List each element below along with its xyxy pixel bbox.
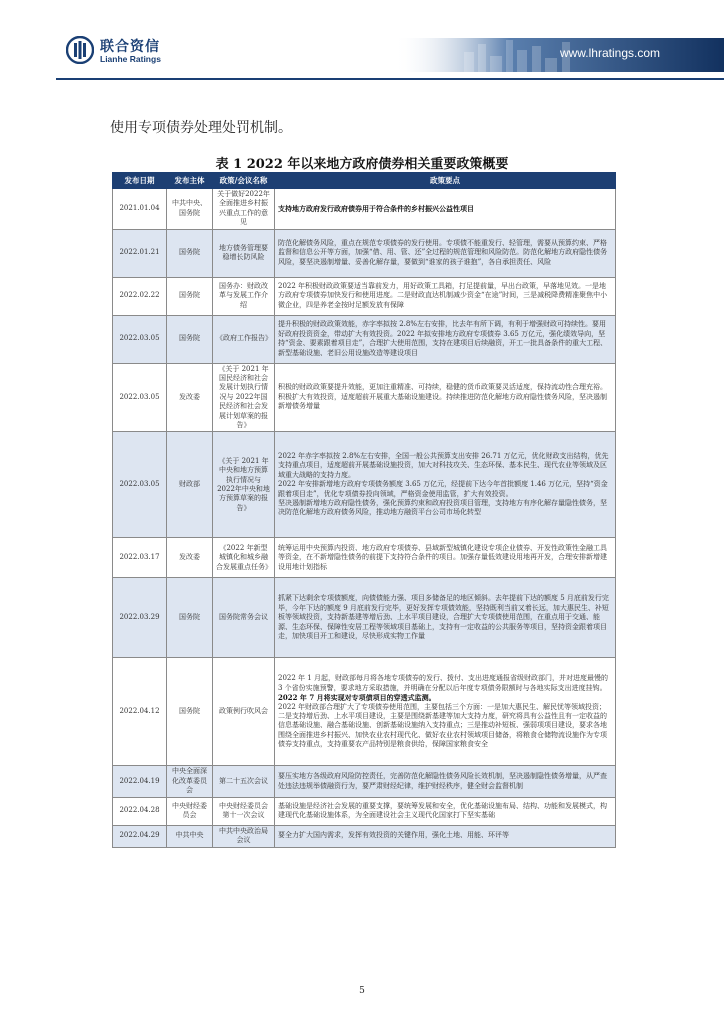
table-row <box>113 363 616 432</box>
cell-policy-points <box>275 538 616 578</box>
cell-date: 2022.04.28 <box>113 797 167 825</box>
page-header <box>0 0 724 92</box>
cell-date: 2022.03.17 <box>113 538 167 578</box>
cell-issuer: 中央财经委员会 <box>167 797 213 825</box>
policy-point-text: 提升积极的财政政策效能，赤字率拟按 2.8%左右安排，比去年有所下调，有利于增强财政可持续性。要用好政府投资资金，带动扩大有效投资。2022 年拟安排地方政府专项债券 3.65 万亿元，强化绩效导向，坚持“资金、要素跟着项目走”，合理扩大使用范围，支持在建项目后续融资，开工一批具备条件的重大工程、新型基础设施、老旧公用设施改造等建设项目 <box>278 320 608 357</box>
column-header-issuer: 发布主体 <box>167 173 213 189</box>
cell-policy-points <box>275 315 616 363</box>
cell-policy-name: 《政府工作报告》 <box>213 315 275 363</box>
policy-point-text: 支持地方政府发行政府债券用于符合条件的乡村振兴公益性项目 <box>278 204 474 214</box>
lianhe-logo-icon <box>66 36 94 64</box>
cell-issuer: 财政部 <box>167 432 213 538</box>
policy-table-body <box>113 189 616 848</box>
cell-issuer: 国务院 <box>167 277 213 315</box>
cell-policy-name: 第二十五次会议 <box>213 766 275 797</box>
table-row <box>113 189 616 230</box>
brand-name-cn: 联合资信 <box>100 39 160 55</box>
column-header-points: 政策要点 <box>275 173 616 189</box>
table-row <box>113 797 616 825</box>
intro-paragraph: 使用专项债券处理处罚机制。 <box>110 120 292 136</box>
table-row <box>113 277 616 315</box>
table-row <box>113 229 616 277</box>
cell-date: 2022.03.29 <box>113 578 167 658</box>
brand-name-en: Lianhe Ratings <box>100 54 161 64</box>
policy-point-text: 2022 年财政部合理扩大了专项债券使用范围，主要包括三个方面：一是加大惠民生、解民忧等领域投资；二是支持增后劲、上水平项目建设，主要是围绕新基建等加大支持力度，研究将具有公益性且有一定收益的信息基础设施、融合基础设施、创新基础设施纳入支持重点；三是推动补短板、强弱项项目建设，要求各地围绕全面推进乡村振兴、加快农业农村现代化、做好农业农村领域项目储备，将粮食仓储物流设施作为专项债券支持重点，支持重要农产品特别是粮食供给，保障国家粮食安全 <box>278 702 607 749</box>
cell-policy-points <box>275 825 616 847</box>
cell-policy-points <box>275 229 616 277</box>
cell-date: 2022.04.29 <box>113 825 167 847</box>
cell-policy-points <box>275 658 616 766</box>
cell-policy-points <box>275 189 616 230</box>
cell-issuer: 国务院 <box>167 229 213 277</box>
policy-point-text: 积极的财政政策要提升效能，更加注重精准、可持续，稳健的货币政策要灵活适度，保持流动性合理充裕。积极扩大有效投资，适度超前开展重大基础设施建设。持续推进防范化解地方政府隐性债务风险，坚决遏制新增债务增量 <box>278 383 607 411</box>
cell-date: 2022.02.22 <box>113 277 167 315</box>
cell-issuer: 中央全面深化改革委员会 <box>167 766 213 797</box>
cell-policy-name: 国务院常务会议 <box>213 578 275 658</box>
column-header-date: 发布日期 <box>113 173 167 189</box>
policy-point-text: 要压实地方各级政府风险防控责任，完善防范化解隐性债务风险长效机制，坚决遏制隐性债务增量，从严查处违法违规举债融资行为，要严肃财经纪律，维护财经秩序，健全财会监督机制 <box>278 772 607 790</box>
policy-table <box>112 172 616 848</box>
cell-policy-name: 《2022 年新型城镇化和城乡融合发展重点任务》 <box>213 538 275 578</box>
cell-issuer: 中共中央 <box>167 825 213 847</box>
header-divider <box>56 78 724 80</box>
cell-issuer: 国务院 <box>167 578 213 658</box>
table-row <box>113 825 616 847</box>
cell-policy-name: 《关于 2021 年中央和地方预算执行情况与 2022年中央和地方预算草案的报告》 <box>213 432 275 538</box>
cell-policy-name: 政策例行吹风会 <box>213 658 275 766</box>
table-row <box>113 658 616 766</box>
cell-policy-points <box>275 797 616 825</box>
cell-policy-name: 地方债务管理要稳增长防风险 <box>213 229 275 277</box>
cell-policy-points <box>275 432 616 538</box>
policy-point-text: 基础设施是经济社会发展的重要支撑，要统筹发展和安全，优化基础设施布局、结构、功能和发展模式，构建现代化基础设施体系，为全面建设社会主义现代化国家打下坚实基础 <box>278 801 607 820</box>
cell-policy-points <box>275 766 616 797</box>
cell-issuer: 中共中央、国务院 <box>167 189 213 230</box>
policy-point-text: 防范化解债务风险，重点在规范专项债券的发行使用。专项债不能重发行、轻管理，需要从预算约束、严格监督和信息公开等方面，加强“借、用、管、还”全过程的规范管理和风险防范。防范化解地方政府隐性债务风险，要坚决遏制增量、妥善化解存量，要做到“谁家的孩子谁抱”，各自承担责任、风险 <box>278 239 608 266</box>
site-url[interactable]: www.lhratings.com <box>559 46 660 60</box>
policy-point-text: 要全力扩大国内需求，发挥有效投资的关键作用，强化土地、用能、环评等 <box>278 831 509 840</box>
cell-date: 2022.04.19 <box>113 766 167 797</box>
policy-point-text: 统筹运用中央预算内投资、地方政府专项债券、县域新型城镇化建设专项企业债券、开发性政策性金融工具等资金，在不新增隐性债务的前提下支持符合条件的项目。加强存量低效建设用地再开发，合理安排新增建设用地计划指标 <box>278 543 607 571</box>
table-row <box>113 432 616 538</box>
table-title: 表 1 2022 年以来地方政府债券相关重要政策概要 <box>215 157 509 172</box>
cell-date: 2022.03.05 <box>113 315 167 363</box>
column-header-name: 政策/会议名称 <box>213 173 275 189</box>
cell-policy-name: 中共中央政治局会议 <box>213 825 275 847</box>
table-row <box>113 538 616 578</box>
policy-point-text: 抓紧下达剩余专项债额度，向债债能力强、项目多储备足的地区倾斜。去年提前下达的额度 5 月底前发行完毕，今年下达的额度 9 月底前发行完毕，更好发挥专项债效能，坚持既利当前又着长远，加大惠民生、补短板等领域投资，支持新基建等增后劲、上水平项目建设，合理扩大专项债使用范围，在重点用于交通、能源、生态环保、保障性安居工程等领域项目基础上，支持有一定收益的公共服务等项目，坚持资金跟着项目走，加快项目开工和建设，尽快形成实物工作量 <box>278 594 609 641</box>
table-row <box>113 578 616 658</box>
cell-date: 2021.01.04 <box>113 189 167 230</box>
cell-policy-name: 关于做好2022年全面推进乡村振兴重点工作的意见 <box>213 189 275 230</box>
policy-point-text: 2022 年 7 月将实现对专项债项目的穿透式监测。 <box>278 693 436 703</box>
policy-point-text: 2022 年积极财政政策要适当靠前发力，用好政策工具箱，打足提前量，早出台政策，早落地见效。一是地方政府专项债券加快发行和使用进度。二是财政直达机制减少资金“在途”时间，三是减税降费精准聚焦中小微企业，四是养老金按时足额发放有保障 <box>278 282 608 309</box>
table-header-row <box>113 173 616 189</box>
cell-date: 2022.03.05 <box>113 363 167 432</box>
page-number: 5 <box>359 986 365 996</box>
cell-date: 2022.03.05 <box>113 432 167 538</box>
policy-point-text: 2022 年 1 月起，财政部每月将各地专项债券的发行、拨付、支出进度通报省级财政部门，并对进度最慢的 3 个省份实施预警，要求地方采取措施，并明确在分配以后年度专项债务限额时与各地实际支出进度挂钩。 <box>278 674 608 692</box>
cell-date: 2022.01.21 <box>113 229 167 277</box>
cell-issuer: 发改委 <box>167 363 213 432</box>
cell-issuer: 国务院 <box>167 315 213 363</box>
cell-policy-points <box>275 363 616 432</box>
cell-policy-points <box>275 578 616 658</box>
cell-date: 2022.04.12 <box>113 658 167 766</box>
cell-policy-name: 国务办：财政改革与发展工作介绍 <box>213 277 275 315</box>
cell-policy-name: 中央财经委员会第十一次会议 <box>213 797 275 825</box>
cell-issuer: 国务院 <box>167 658 213 766</box>
table-row <box>113 315 616 363</box>
policy-point-text: 坚决遏制新增地方政府隐性债务，强化预算约束和政府投资项目管理，支持地方有序化解存量隐性债务，坚决防范化解地方政府债务风险，推动地方融资平台公司市场化转型 <box>278 499 607 517</box>
cell-policy-name: 《关于 2021 年国民经济和社会发展计划执行情况与 2022年国民经济和社会发展计划草案的报告》 <box>213 363 275 432</box>
policy-point-text: 2022 年安排新增地方政府专项债务额度 3.65 万亿元，经提前下达今年首批额度 1.46 万亿元，坚持“资金跟着项目走”，优化专项债券投向领域，严格资金使用监管，扩大有效投资。 <box>278 480 608 498</box>
cell-issuer: 发改委 <box>167 538 213 578</box>
table-row <box>113 766 616 797</box>
cell-policy-points <box>275 277 616 315</box>
policy-point-text: 2022 年赤字率拟按 2.8%左右安排，全国一般公共预算支出安排 26.71 万亿元，优化财政支出结构，优先支持重点项目，适度超前开展基础设施投资，加大对科技攻关、生态环保、基本民生、现代农业等领域及区域重大战略的支持力度。 <box>278 452 609 479</box>
